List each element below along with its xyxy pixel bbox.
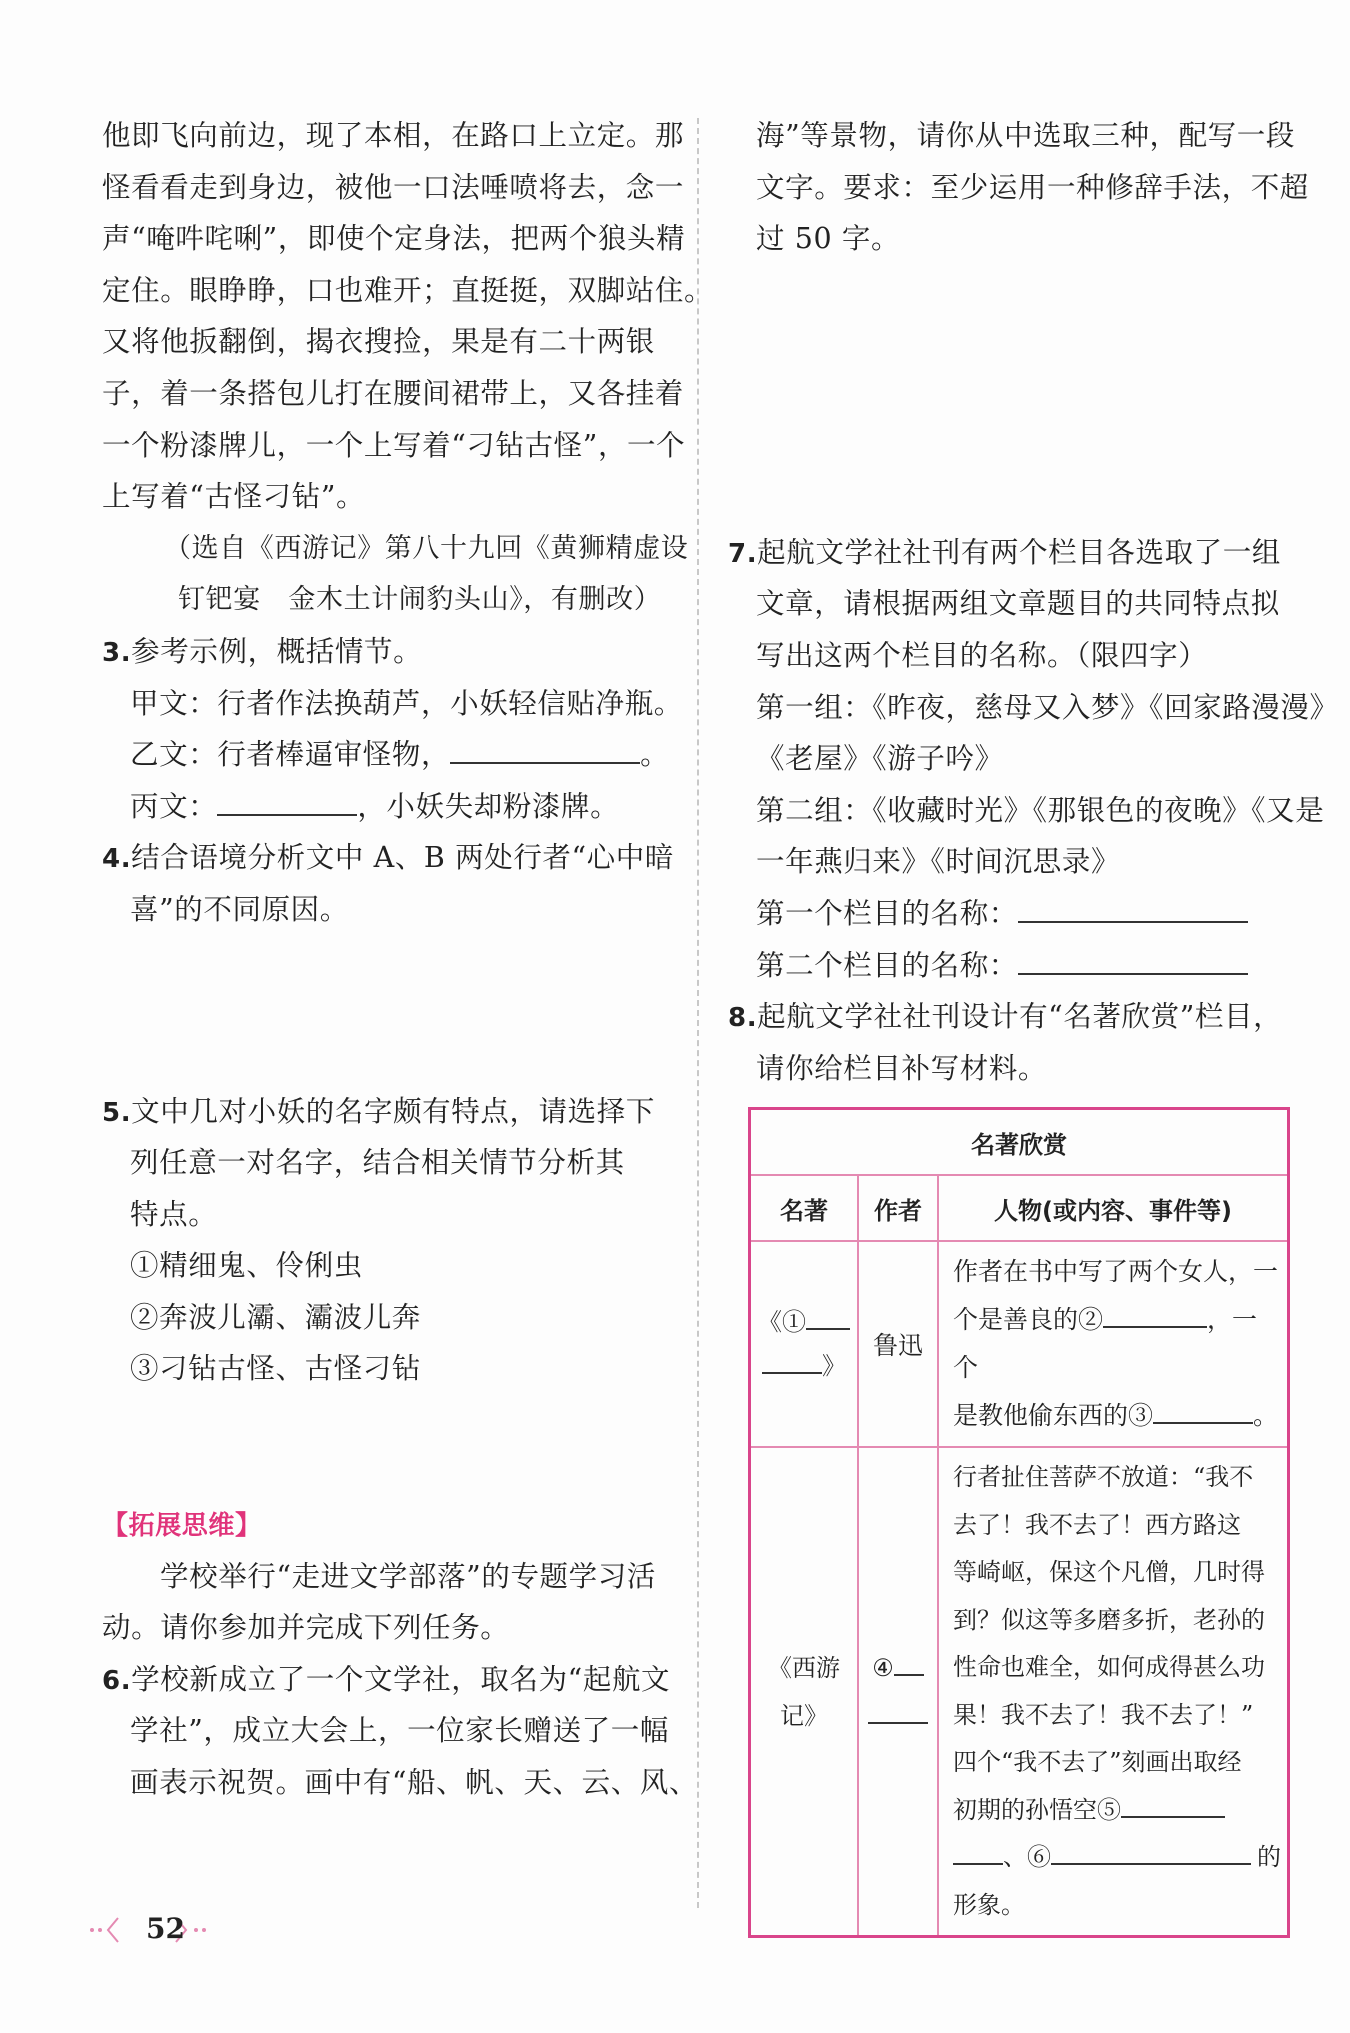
question-text: 画表示祝贺。画中有“船、帆、天、云、风、	[130, 1766, 699, 1800]
passage-line: 子，着一条搭包儿打在腰间裙带上，又各挂着	[102, 376, 685, 410]
question-text: 文中几对小妖的名字颇有特点，请选择下	[131, 1094, 655, 1128]
question-text: 列任意一对名字，结合相关情节分析其	[130, 1146, 625, 1180]
intro-text: 动。请你参加并完成下列任务。	[102, 1611, 510, 1645]
answer-blank[interactable]	[762, 1344, 822, 1374]
page-number: 52	[146, 1912, 185, 1945]
book-cell	[750, 1241, 859, 1447]
question-6	[102, 1654, 674, 1706]
column-name-line	[728, 940, 1288, 992]
q3-blank-line	[102, 729, 674, 781]
header-content: 人物(或内容、事件等)	[938, 1175, 1289, 1241]
content-line: 初期的孙悟空⑤	[953, 1787, 1281, 1835]
question-text: 学校新成立了一个文学社，取名为“起航文	[131, 1662, 671, 1696]
q3-example: 甲文：行者作法换葫芦，小妖轻信贴净瓶。	[130, 686, 683, 720]
answer-blank[interactable]	[1121, 1788, 1225, 1818]
author-cell	[858, 1447, 938, 1937]
q3-c-text: ，小妖失却粉漆牌。	[357, 789, 620, 823]
table-title: 名著欣赏	[750, 1109, 1289, 1176]
question-4	[102, 832, 674, 884]
answer-blank[interactable]	[1051, 1835, 1251, 1865]
passage	[102, 110, 714, 523]
question-text: 请你给栏目补写材料。	[756, 1051, 1048, 1085]
punctuation: 。	[640, 738, 670, 772]
section-tag: 【拓展思维】	[102, 1511, 262, 1542]
q3-b-label: 乙文：行者棒逼审怪物，	[130, 738, 451, 772]
question-text: 起航文学社社刊有两个栏目各选取了一组	[757, 535, 1281, 569]
question-number: 4.	[102, 844, 132, 875]
question-number: 3.	[102, 637, 132, 668]
question-text: 结合语境分析文中 A、B 两处行者“心中暗	[131, 841, 674, 875]
passage-line: 怪看看走到身边，被他一口法唾喷将去，念一	[102, 170, 685, 204]
question-text: 文字。要求：至少运用一种修辞手法，不超	[756, 170, 1309, 204]
answer-blank[interactable]	[868, 1694, 928, 1724]
passage-line: 一个粉漆牌儿，一个上写着“刁钻古怪”，一个	[102, 428, 686, 462]
answer-blank[interactable]	[450, 732, 640, 764]
passage-line: 他即飞向前边，现了本相，在路口上立定。那	[102, 119, 685, 152]
content-line: 性命也难全，如何成得甚么功	[953, 1653, 1265, 1681]
question-number: 6.	[102, 1665, 132, 1696]
content-line: 四个“我不去了”刻画出取经	[953, 1748, 1242, 1776]
header-author: 作者	[858, 1175, 938, 1241]
author-marker: ④	[872, 1653, 894, 1682]
q3-blank-line	[102, 781, 674, 833]
content-line: 个是善良的② ，一个	[953, 1296, 1281, 1392]
group-one-titles: 第一组：《昨夜，慈母又入梦》《回家路漫漫》	[756, 690, 1339, 724]
header-book: 名著	[750, 1175, 859, 1241]
passage-line: 定住。眼睁睁，口也难开；直挺挺，双脚站住。	[102, 273, 714, 307]
question-7	[728, 527, 1288, 579]
question-text: 过 50 字。	[756, 222, 901, 256]
question-8	[728, 991, 1288, 1043]
content-cell	[938, 1241, 1289, 1447]
column-name-label: 第二个栏目的名称：	[756, 948, 1018, 982]
question-text: 文章，请根据两组文章题目的共同特点拟	[756, 587, 1280, 621]
answer-blank[interactable]	[1153, 1394, 1253, 1424]
content-line: 作者在书中写了两个女人，一	[953, 1257, 1279, 1286]
content-line: 到？似这等多磨多折，老孙的	[953, 1605, 1265, 1634]
source-citation: （选自《西游记》第八十九回《黄狮精虚设	[164, 532, 689, 564]
column-name-line	[728, 888, 1288, 940]
table-row	[750, 1241, 1289, 1447]
question-text: 写出这两个栏目的名称。（限四字）	[756, 638, 1208, 672]
answer-blank[interactable]	[806, 1300, 850, 1330]
classics-table	[748, 1107, 1290, 1938]
book-title-part: 》	[822, 1352, 846, 1380]
question-text: 参考示例，概括情节。	[131, 634, 423, 668]
content-cell	[938, 1447, 1289, 1937]
content-line: 去了！我不去了！西方路这	[953, 1510, 1241, 1539]
book-title-part: 《西游	[768, 1653, 840, 1682]
author-cell: 鲁迅	[858, 1241, 938, 1447]
table-row	[750, 1447, 1289, 1937]
option-item: ①精细鬼、伶俐虫	[130, 1249, 363, 1283]
question-text: 起航文学社社刊设计有“名著欣赏”栏目，	[757, 1000, 1283, 1034]
answer-blank[interactable]	[217, 784, 357, 816]
group-two-titles: 一年燕归来》《时间沉思录》	[756, 845, 1121, 879]
answer-blank[interactable]	[894, 1646, 924, 1676]
passage-line: 声“唵吽咤唎”，即使个定身法，把两个狼头精	[102, 222, 686, 256]
book-cell	[750, 1447, 859, 1937]
column-divider	[697, 118, 699, 1908]
answer-blank[interactable]	[1103, 1298, 1207, 1328]
q3-c-label: 丙文：	[130, 789, 218, 823]
question-text: 特点。	[130, 1197, 218, 1231]
content-line: 行者扯住菩萨不放道：“我不	[953, 1463, 1254, 1491]
book-title-part: 《①	[758, 1308, 806, 1336]
question-number: 5.	[102, 1097, 132, 1128]
answer-space[interactable]	[102, 1395, 674, 1499]
source-citation: 钉钯宴 金木土计闹豹头山》，有删改）	[178, 584, 662, 616]
question-text: 学社”，成立大会上，一位家长赠送了一幅	[130, 1714, 669, 1748]
answer-blank[interactable]	[1018, 891, 1248, 923]
section-heading	[102, 1499, 674, 1551]
question-number: 7.	[728, 538, 758, 569]
answer-blank[interactable]	[953, 1835, 1003, 1865]
passage-line: 上写着“古怪刁钻”。	[102, 480, 366, 514]
content-line: 、⑥ 的	[953, 1834, 1281, 1882]
right-column	[728, 110, 1339, 1094]
answer-blank[interactable]	[1018, 943, 1248, 975]
group-one-titles: 《老屋》《游子吟》	[756, 742, 1004, 776]
question-text: 海”等景物，请你从中选取三种，配写一段	[756, 119, 1295, 152]
book-title-part: 记》	[780, 1701, 828, 1730]
left-column	[102, 110, 714, 1809]
option-item: ③刁钻古怪、古怪刁钻	[130, 1352, 422, 1386]
content-line: 形象。	[953, 1890, 1025, 1919]
answer-space[interactable]	[102, 936, 674, 1086]
column-name-label: 第一个栏目的名称：	[756, 896, 1018, 930]
answer-space[interactable]	[728, 265, 1288, 527]
passage-line: 又将他扳翻倒，揭衣搜捡，果是有二十两银	[102, 325, 655, 359]
option-item: ②奔波儿灞、灞波儿奔	[130, 1300, 422, 1334]
question-text: 喜”的不同原因。	[130, 892, 349, 926]
question-number: 8.	[728, 1003, 758, 1034]
group-two-titles: 第二组：《收藏时光》《那银色的夜晚》《又是	[756, 793, 1325, 827]
question-5	[102, 1086, 674, 1138]
question-3	[102, 626, 674, 678]
intro-text: 学校举行“走进文学部落”的专题学习活	[160, 1559, 656, 1593]
content-line: 是教他偷东西的③ 。	[953, 1392, 1281, 1440]
content-line: 等崎岖，保这个凡僧，几时得	[953, 1558, 1265, 1586]
content-line: 果！我不去了！我不去了！”	[953, 1700, 1254, 1729]
